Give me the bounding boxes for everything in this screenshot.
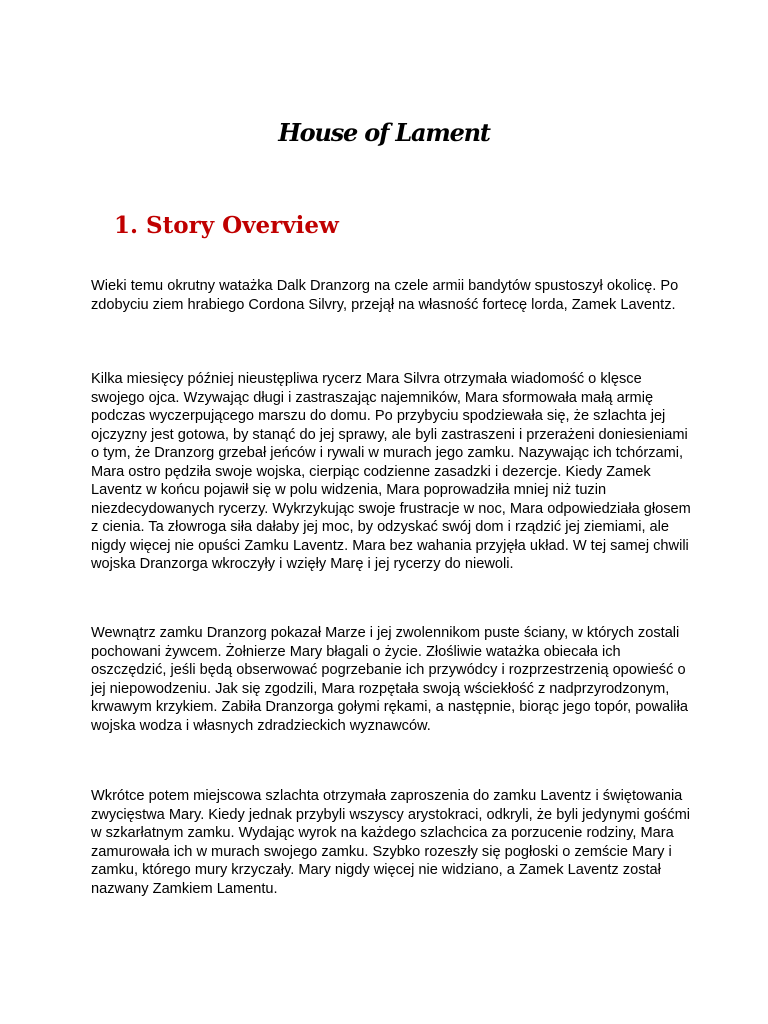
paragraph: Wewnątrz zamku Dranzorg pokazał Marze i jej zwolennikom puste ściany, w których zostali pochowani żywcem. Żołnierze Mary błagali o życie. Złośliwie watażka obiecała ich oszczędzić, jeśli będą obserwować pogrzebanie ich przywódcy i rozprzestrzenią opowieść o jej niepowodzeniu. Jak się zgodzili, Mara rozpętała swoją wściekłość z nadprzyrodzonym, krwawym krzykiem. Zabiła Dranzorga gołymi rękami, a następnie, biorąc jego topór, powaliła wojska wodza i własnych zdradzieckich wyznawców. [91,625,688,734]
paragraph: Wkrótce potem miejscowa szlachta otrzymała zaproszenia do zamku Laventz i świętowania zwycięstwa Mary. Kiedy jednak przybyli wszyscy arystokraci, odkryli, że byli jedynymi gośćmi w szkarłatnym zamku. Wydając wyrok na każdego szlachcica za porzucenie rodziny, Mara zamurowała ich w murach swojego zamku. Szybko rozeszły się pogłoski o zemście Mary i zamku, którego mury krzyczały. Mary nigdy więcej nie widziano, a Zamek Laventz został nazwany Zamkiem Lamentu. [91,788,691,897]
section-heading: 1. Story Overview [114,212,339,239]
page-title: House of Lament [278,118,490,147]
paragraph: Wieki temu okrutny watażka Dalk Dranzorg na czele armii bandytów spustoszył okolicę. Po zdobyciu ziem hrabiego Cordona Silvry, przejął na własność fortecę lorda, Zamek Laventz. [91,278,679,313]
paragraph: Kilka miesięcy później nieustępliwa rycerz Mara Silvra otrzymała wiadomość o klęsce swojego ojca. Wzywając długi i zastraszając najemników, Mara sformowała małą armię podczas wyczerpującego marszu do domu. Po przybyciu spodziewała się, że szlachta jej ojczyzny jest gotowa, by stanąć do jej sprawy, ale byli zastraszeni i przerażeni doniesieniami o tym, że Dranzorg grzebał jeńców i rywali w murach jego zamku. Nazywając ich tchórzami, Mara ostro pędziła swoje wojska, cierpiąc codzienne zasadzki i dezercje. Kiedy Zamek Laventz w końcu pojawił się w polu widzenia, Mara poprowadziła mniej niż tuzin niezdecydowanych rycerzy. Wykrzykując swoje frustracje w noc, Mara odpowiedziała głosem z cienia. Ta złowroga siła dałaby jej moc, by odzyskać swój dom i rządzić jej ziemiami, ale nigdy więcej nie opuści Zamku Laventz. Mara bez wahania przyjęła układ. W tej samej chwili wojska Dranzorga wkroczyły i wzięły Marę i jej rycerzy do niewoli. [91,371,691,572]
